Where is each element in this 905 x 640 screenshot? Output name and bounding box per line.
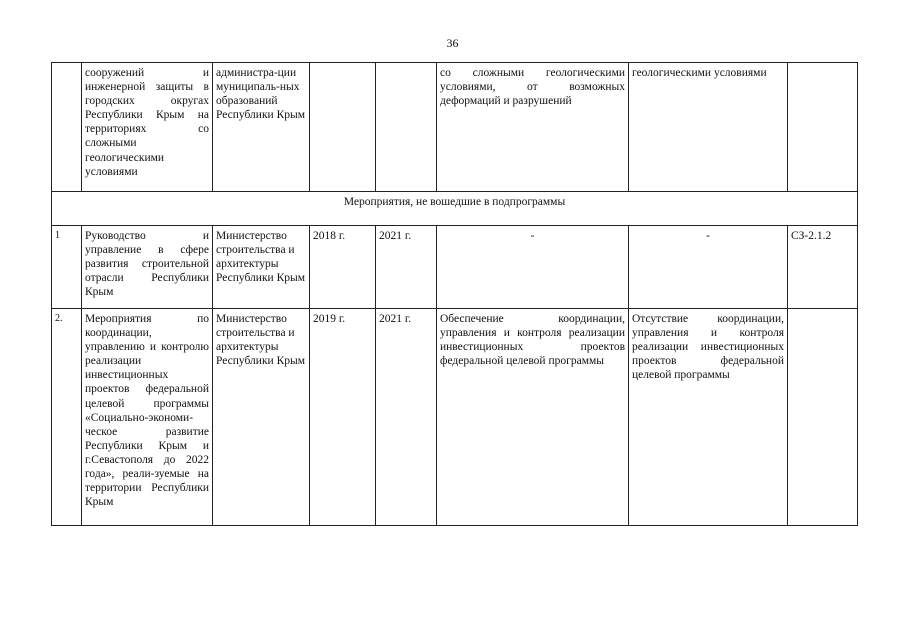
row-number: 2. (52, 309, 82, 526)
row-number: 1 (52, 226, 82, 309)
expected-result: со сложными геологическими условиями, от возможных деформаций и разрушений (437, 63, 629, 192)
section-row (52, 192, 858, 226)
measure-executor: Министерство строительства и архитектуры Республики Крым (213, 309, 310, 526)
table-row (52, 309, 858, 526)
measure-executor: администра-ции муниципаль-ных образований Республики Крым (213, 63, 310, 192)
indicator-link (788, 63, 858, 192)
expected-result: Обеспечение координации, управления и контроля реализации инвестиционных проектов федеральной целевой программы (437, 309, 629, 526)
expected-result: - (437, 226, 629, 309)
measure-name: Мероприятия по координации, управлению и контролю реализации инвестиционных проектов федеральной целевой программы «Социально-экономи-ческое развитие Республики Крым и г.Севастополя до 2022 года», реали-зуемые на территории Республики Крым (82, 309, 213, 526)
non-implementation-consequence: Отсутствие координации, управления и контроля реализации инвестиционных проектов федеральной целевой программы (629, 309, 788, 526)
indicator-link (788, 309, 858, 526)
measure-executor: Министерство строительства и архитектуры Республики Крым (213, 226, 310, 309)
end-year: 2021 г. (376, 226, 437, 309)
measure-name: Руководство и управление в сфере развития строительной отрасли Республики Крым (82, 226, 213, 309)
measures-table (51, 62, 858, 526)
indicator-link: СЗ-2.1.2 (788, 226, 858, 309)
table-row (52, 63, 858, 192)
page-number: 36 (446, 36, 459, 50)
row-number (52, 63, 82, 192)
end-year (376, 63, 437, 192)
measure-name: сооружений и инженерной защиты в городских округах Республики Крым на территориях со сложными геологическими условиями (82, 63, 213, 192)
section-title: Мероприятия, не вошедшие в подпрограммы (52, 192, 858, 226)
table-row (52, 226, 858, 309)
start-year (310, 63, 376, 192)
end-year: 2021 г. (376, 309, 437, 526)
start-year: 2018 г. (310, 226, 376, 309)
non-implementation-consequence: геологическими условиями (629, 63, 788, 192)
non-implementation-consequence: - (629, 226, 788, 309)
start-year: 2019 г. (310, 309, 376, 526)
